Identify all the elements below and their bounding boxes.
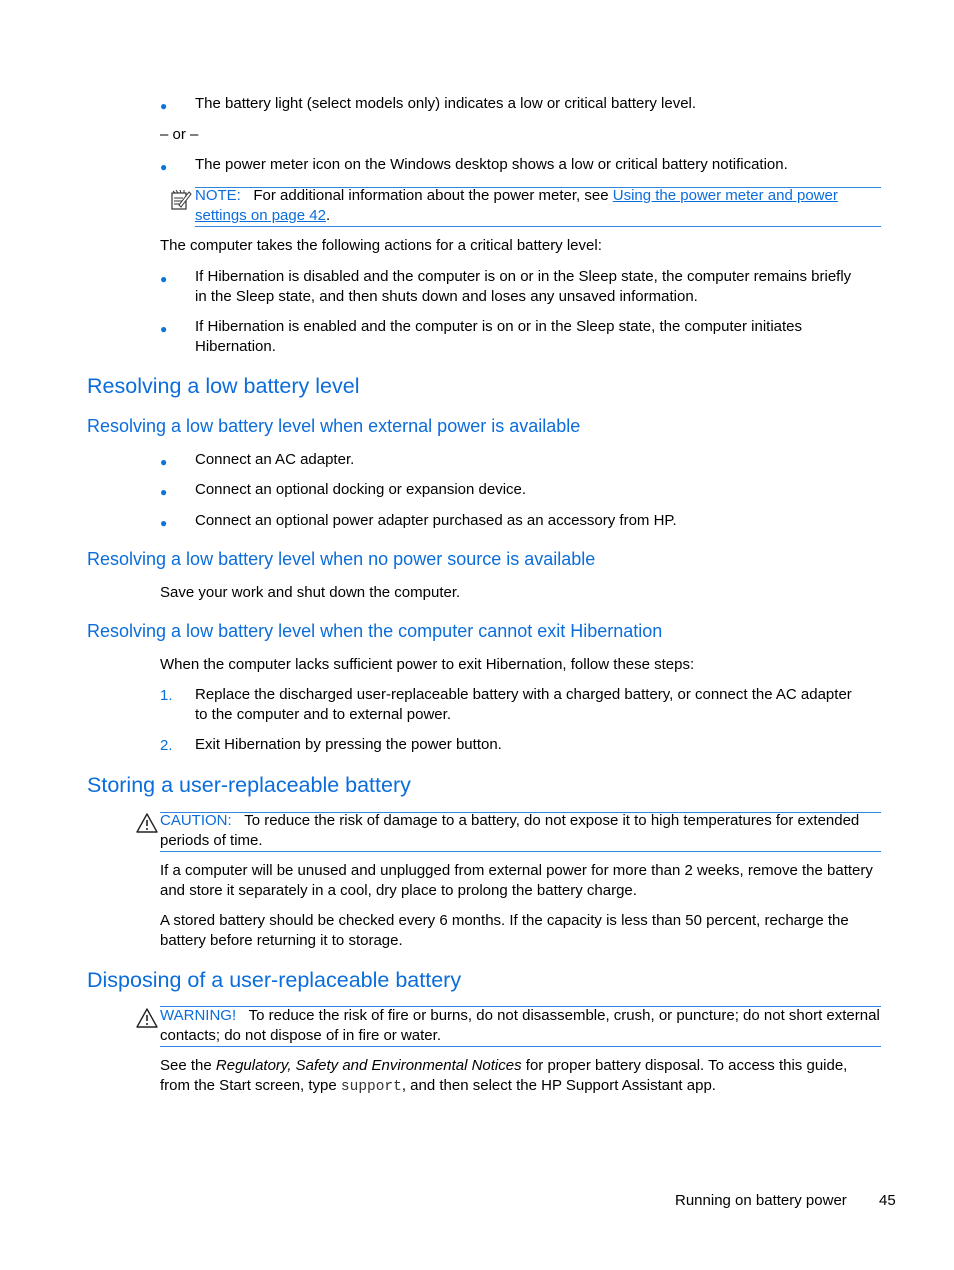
bullet-marker: ● xyxy=(160,160,168,174)
subheading-hibernation: Resolving a low battery level when the computer cannot exit Hibernation xyxy=(87,621,663,641)
caution-text: To reduce the risk of damage to a battery, do not expose it to high temperatures for extended periods of time. xyxy=(160,812,860,849)
bullet-marker: ● xyxy=(160,99,168,113)
footer-section-title: Running on battery power xyxy=(675,1192,847,1209)
critical-intro: The computer takes the following actions for a critical battery level: xyxy=(160,237,602,254)
storing-paragraph: If a computer will be unused and unplugged from external power for more than 2 weeks, remove the battery and store it separately in a cool, dry place to prolong the battery charge. xyxy=(160,862,873,899)
step-number: 1. xyxy=(160,687,173,704)
hp-support-assistant-name: HP Support Assistant xyxy=(541,1076,683,1094)
step-text: Exit Hibernation by pressing the power button. xyxy=(195,736,502,753)
no-power-text: Save your work and shut down the computer. xyxy=(160,584,461,601)
note-pencil-icon xyxy=(170,189,192,211)
power-meter-link[interactable]: Using the power meter and power settings on page 42 xyxy=(195,187,838,224)
bullet-text: The battery light (select models only) indicates a low or critical battery level. xyxy=(195,95,697,112)
warning-label: WARNING! xyxy=(160,1007,237,1024)
bullet-text: Connect an optional docking or expansion device. xyxy=(195,481,527,498)
disposal-paragraph xyxy=(160,1056,860,1097)
heading-disposing: Disposing of a user-replaceable battery xyxy=(87,968,462,992)
caution-body xyxy=(160,811,881,850)
bullet-marker: ● xyxy=(160,322,168,336)
bullet-text: Connect an optional power adapter purchased as an accessory from HP. xyxy=(195,512,677,529)
bullet-text: If Hibernation is enabled and the computer is on or in the Sleep state, the computer initiates Hibernation. xyxy=(195,318,803,355)
bullet-text: Connect an AC adapter. xyxy=(195,451,355,468)
subheading-no-power: Resolving a low battery level when no power source is available xyxy=(87,549,596,569)
notices-doc-title: Regulatory, Safety and Environmental Notices xyxy=(215,1057,522,1074)
warning-triangle-icon xyxy=(136,1008,158,1028)
note-text: For additional information about the power meter, see xyxy=(253,187,609,204)
heading-storing: Storing a user-replaceable battery xyxy=(87,773,411,797)
heading-resolving: Resolving a low battery level xyxy=(87,374,360,398)
bullet-text: If Hibernation is disabled and the computer is on or in the Sleep state, the computer remains briefly in the Sleep state, and then shuts down and loses any unsaved information. xyxy=(195,268,852,305)
note-label: NOTE: xyxy=(195,187,241,204)
page-number: 45 xyxy=(879,1192,896,1209)
bullet-marker: ● xyxy=(160,485,168,499)
or-separator: – or – xyxy=(160,126,199,143)
warning-text: To reduce the risk of fire or burns, do not disassemble, crush, or puncture; do not short external contacts; do not dispose of in fire or water. xyxy=(160,1007,880,1044)
hibernation-intro: When the computer lacks sufficient power to exit Hibernation, follow these steps: xyxy=(160,656,695,673)
warning-bottom-rule xyxy=(160,1046,881,1047)
caution-bottom-rule xyxy=(160,851,881,852)
disposal-text: for proper battery disposal. To access this guide, from the Start screen, type xyxy=(160,1057,848,1094)
subheading-external-power: Resolving a low battery level when external power is available xyxy=(87,416,581,436)
step-number: 2. xyxy=(160,737,173,754)
bullet-marker: ● xyxy=(160,516,168,530)
disposal-text: , and then select the xyxy=(401,1076,537,1094)
step-text: Replace the discharged user-replaceable battery with a charged battery, or connect the AC adapter to the computer and to external power. xyxy=(195,686,852,723)
warning-body xyxy=(160,1006,881,1045)
note-bottom-rule xyxy=(195,226,881,227)
disposal-text: See the xyxy=(160,1057,212,1074)
caution-triangle-icon xyxy=(136,813,158,833)
caution-label: CAUTION: xyxy=(160,812,232,829)
disposal-text: app. xyxy=(686,1076,716,1094)
note-body xyxy=(195,186,881,225)
note-end: . xyxy=(325,206,331,224)
support-command: support xyxy=(340,1078,402,1095)
storing-paragraph: A stored battery should be checked every 6 months. If the capacity is less than 50 percent, recharge the battery before returning it to storage. xyxy=(160,912,849,949)
bullet-marker: ● xyxy=(160,455,168,469)
bullet-marker: ● xyxy=(160,272,168,286)
bullet-text: The power meter icon on the Windows desktop shows a low or critical battery notification. xyxy=(195,156,788,173)
